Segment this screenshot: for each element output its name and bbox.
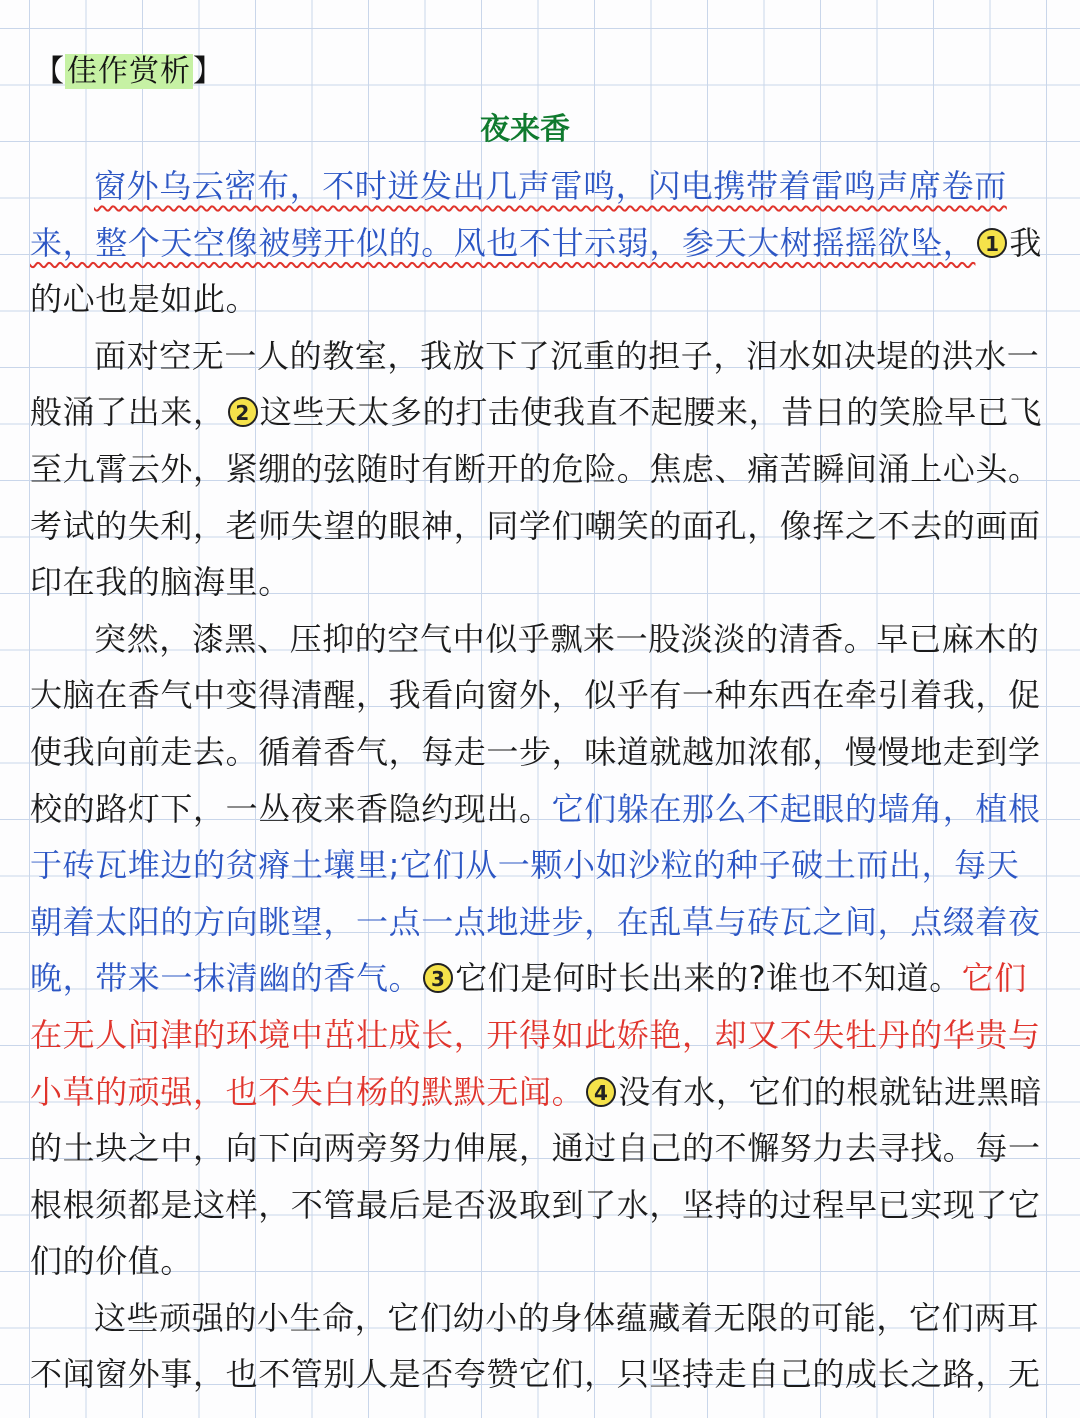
paragraph-1-text: 我的心也是如此。 [30, 223, 1043, 319]
essay-body [30, 158, 1050, 1403]
annotation-marker-3: 3 [423, 963, 453, 993]
paragraph-2-text-a: 面对空无一人的教室，我放下了沉重的担子，泪水如决堤的洪水一般涌了出来， [30, 336, 1040, 432]
annotation-marker-1: 1 [977, 228, 1007, 258]
annotation-marker-4: 4 [586, 1077, 616, 1107]
paragraph-1 [30, 158, 1050, 328]
paragraph-2-text-b: 这些天太多的打击使我直不起腰来，昔日的笑脸早已飞至九霄云外，紧绷的弦随时有断开的危险。焦虑、痛苦瞬间涌上心头。考试的失利，老师失望的眼神，同学们嘲笑的面孔，像挥之不去的画面印在我的脑海里。 [30, 393, 1043, 602]
paragraph-4-text: 这些顽强的小生命，它们幼小的身体蕴藏着无限的可能，它们两耳不闻窗外事，也不管别人是否夸赞它们，只坚持走自己的成长之路，无 [30, 1298, 1041, 1394]
paragraph-3-red-text: 它们在无人问津的环境中茁壮成长，开得如此娇艳，却又不失牡丹的华贵与小草的顽强，也不失白杨的默默无闻。 [30, 959, 1041, 1111]
paragraph-3-text-a: 突然，漆黑、压抑的空气中似乎飘来一股淡淡的清香。早已麻木的大脑在香气中变得清醒，我看向窗外，似乎有一种东西在牵引着我，促使我向前走去。循着香气，每走一步，味道就越加浓郁，慢慢地走到学校的路灯下，一丛夜来香隐约现出。 [30, 619, 1041, 828]
tag-close-bracket: 】 [193, 54, 224, 89]
essay-title: 夜来香 [480, 112, 570, 147]
paragraph-1-highlight: 窗外乌云密布，不时迸发出几声雷鸣，闪电携带着雷鸣声席卷而来，整个天空像被劈开似的。风也不甘示弱，参天大树摇摇欲坠， [30, 167, 1007, 262]
tag-label: 佳作赏析 [67, 54, 191, 89]
section-tag [34, 52, 224, 92]
paragraph-3 [30, 611, 1050, 1290]
paragraph-3-blue-text: 它们躲在那么不起眼的墙角，植根于砖瓦堆边的贫瘠土壤里;它们从一颗小如沙粒的种子破土而出，每天朝着太阳的方向眺望，一点一点地进步，在乱草与砖瓦之间，点缀着夜晚，带来一抹清幽的香气。 [30, 789, 1041, 998]
paragraph-3-text-b: 它们是何时长出来的?谁也不知道。 [455, 959, 962, 998]
tag-open-bracket: 【 [34, 54, 65, 89]
annotation-marker-2: 2 [228, 397, 258, 427]
paragraph-2 [30, 328, 1050, 611]
paragraph-4 [30, 1290, 1050, 1403]
paragraph-3-text-c: 没有水，它们的根就钻进黑暗的土块之中，向下向两旁努力伸展，通过自己的不懈努力去寻找。每一根根须都是这样，不管最后是否汲取到了水，坚持的过程早已实现了它们的价值。 [30, 1072, 1043, 1281]
